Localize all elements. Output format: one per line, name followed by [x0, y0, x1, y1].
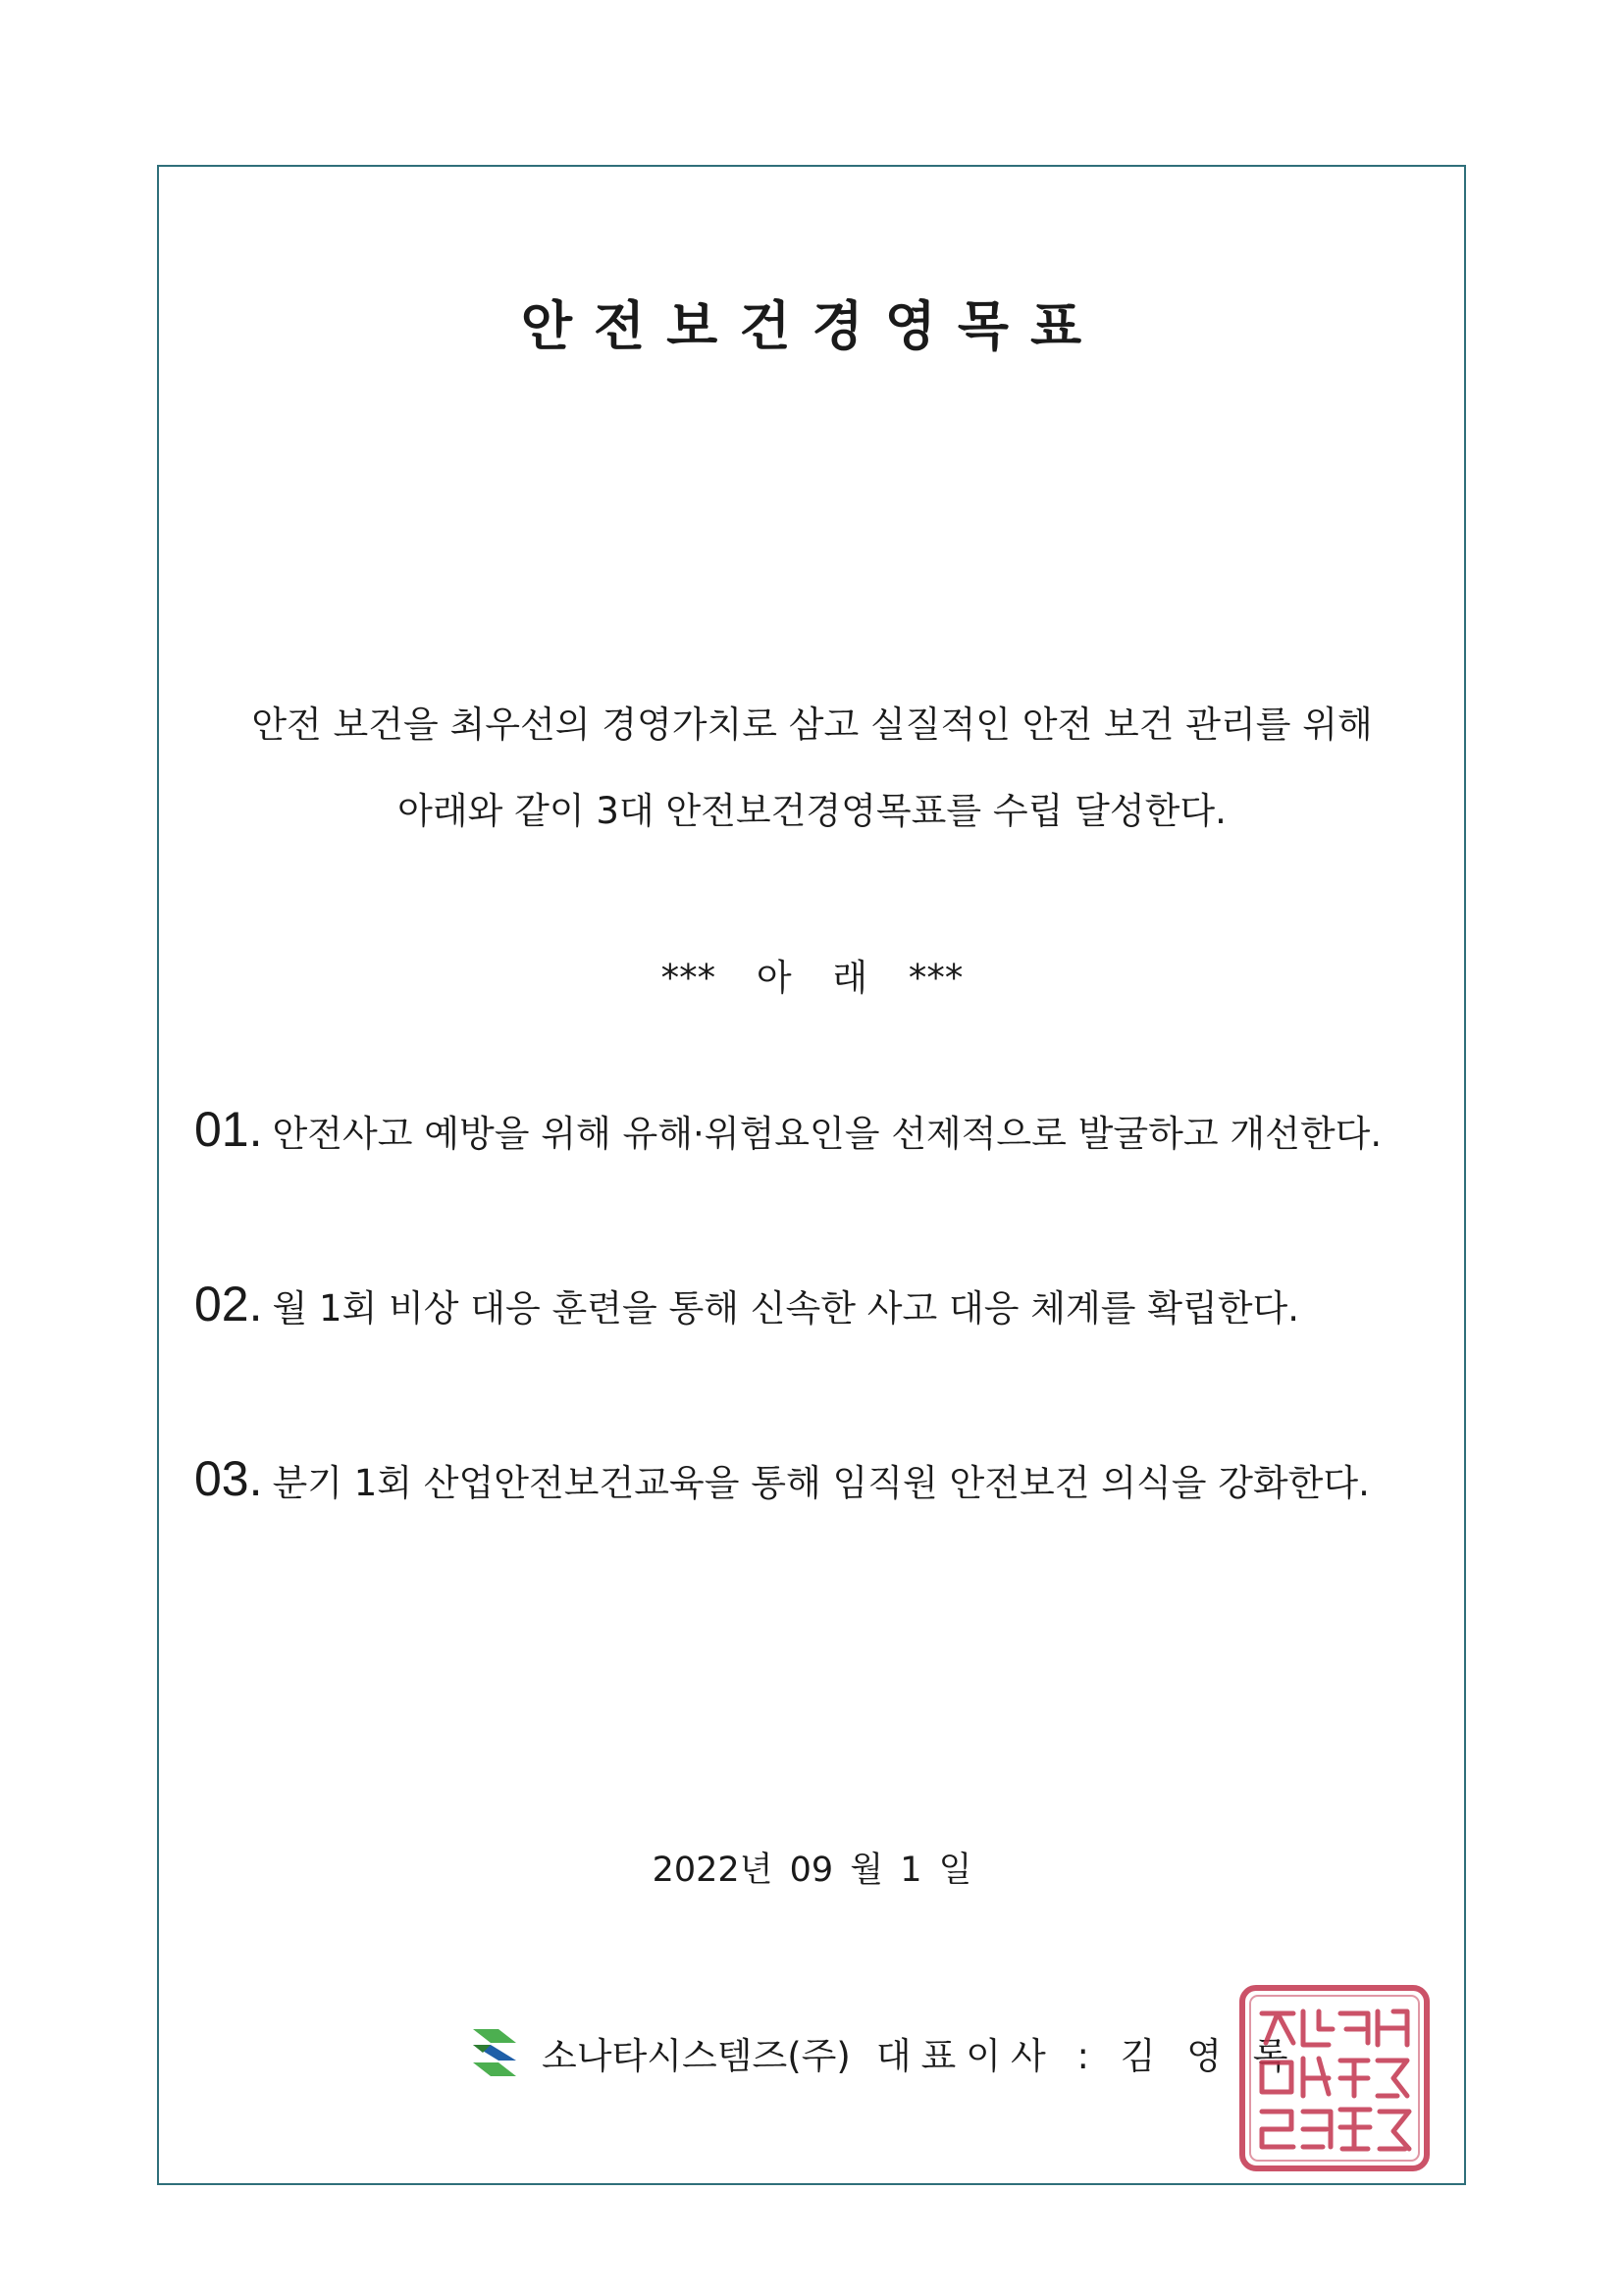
goal-item-3	[194, 1450, 1370, 1507]
goal-item-2	[194, 1276, 1299, 1332]
document-title: 안전보건경영목표	[520, 294, 1104, 357]
goal-number: 01.	[194, 1102, 263, 1157]
intro-line-1: 안전 보건을 최우선의 경영가치로 삼고 실질적인 안전 보건 관리를 위해	[251, 704, 1373, 746]
company-name: 소나타시스템즈(주)	[542, 2035, 851, 2077]
representative-title: 대표이사 : 김 영 록	[875, 2035, 1298, 2077]
company-seal-icon	[1238, 1984, 1431, 2172]
goal-item-1	[194, 1101, 1382, 1158]
document-date: 2022년 09 월 1 일	[652, 1851, 972, 1890]
intro-line-2: 아래와 같이 3대 안전보건경영목표를 수립 달성한다.	[397, 790, 1227, 832]
section-marker: *** 아 래 ***	[660, 957, 964, 999]
signature-line	[469, 2025, 1298, 2080]
goal-number: 03.	[194, 1451, 263, 1506]
goal-text: 월 1회 비상 대응 훈련을 통해 신속한 사고 대응 체계를 확립한다.	[272, 1287, 1299, 1330]
goal-number: 02.	[194, 1277, 263, 1331]
goal-text: 안전사고 예방을 위해 유해·위험요인을 선제적으로 발굴하고 개선한다.	[272, 1113, 1383, 1155]
goal-text: 분기 1회 산업안전보건교육을 통해 임직원 안전보건 의식을 강화한다.	[272, 1462, 1370, 1504]
company-logo-icon	[469, 2025, 520, 2080]
